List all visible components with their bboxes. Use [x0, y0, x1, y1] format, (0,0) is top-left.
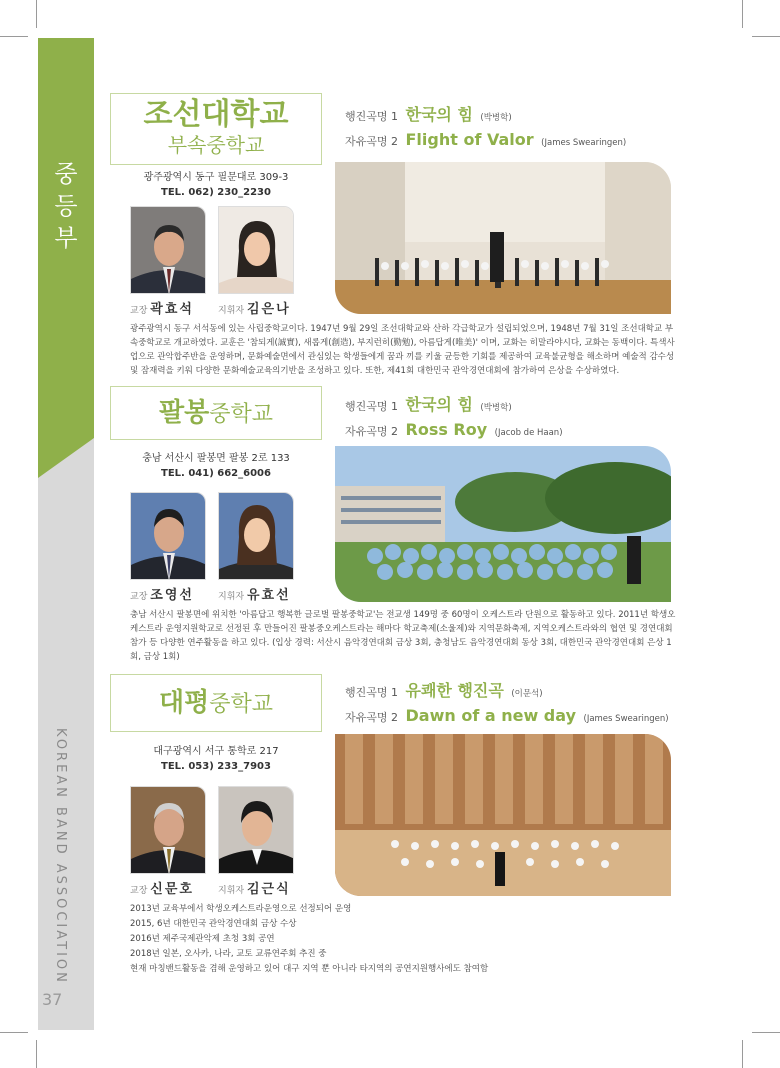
free-song-composer: (Jacob de Haan): [494, 428, 563, 438]
march-song-label: 행진곡명 1: [345, 400, 398, 413]
principal-photo: [130, 206, 206, 294]
principal-name: 곽효석: [150, 302, 194, 317]
conductor-label: 지휘자: [218, 886, 245, 896]
page-number: 37: [42, 990, 63, 1009]
description-line: 2016년 제주국제관악제 초청 3회 공연: [130, 934, 275, 944]
conductor-label: 지휘자: [218, 592, 245, 602]
band-photo: [335, 734, 671, 896]
band-photo: [335, 446, 671, 602]
school-address-block: [110, 170, 322, 200]
song-list: [345, 394, 563, 444]
conductor-name: 유효선: [246, 588, 291, 603]
school-tel: TEL. 041) 662_6006: [161, 468, 271, 479]
school-address: 광주광역시 동구 필문대로 309-3: [143, 172, 289, 183]
description-line: 2015, 6년 대한민국 관악경연대회 금상 수상: [130, 919, 297, 929]
free-song-title: Ross Roy: [405, 420, 488, 439]
school-name: 조선대학교: [143, 97, 289, 132]
march-song-title: 유쾌한 행진곡: [405, 681, 504, 700]
school-address: 대구광역시 서구 통학로 217: [153, 746, 279, 757]
crop-mark: [0, 1032, 28, 1033]
crop-mark: [752, 1032, 780, 1033]
description-line: 2018년 일본, 오사카, 나라, 교토 교류연주회 추진 중: [130, 949, 327, 959]
crop-mark: [36, 0, 37, 28]
march-song-title: 한국의 힘: [405, 395, 473, 414]
crop-mark: [742, 0, 743, 28]
march-song-composer: (박병학): [480, 113, 512, 123]
crop-mark: [742, 1040, 743, 1068]
song-list: [345, 680, 669, 730]
description-line: 2013년 교육부에서 학생오케스트라운영으로 선정되어 운영: [130, 904, 352, 914]
section-label: [38, 158, 94, 254]
school-name-sub: 부속중학교: [167, 133, 265, 157]
free-song-row: [345, 129, 626, 154]
march-song-row: [345, 394, 563, 419]
free-song-row: [345, 419, 563, 444]
principal-name: 신문호: [150, 882, 194, 897]
principal-label: 교장: [130, 306, 148, 316]
principal-caption: [130, 878, 194, 897]
school-name: 대평: [159, 688, 210, 718]
conductor-name: 김근식: [246, 882, 291, 897]
free-song-row: [345, 705, 669, 730]
free-song-composer: (James Swearingen): [541, 138, 627, 148]
principal-label: 교장: [130, 592, 148, 602]
school-section: [100, 90, 680, 390]
conductor-name: 김은나: [246, 302, 291, 317]
principal-photo: [130, 492, 206, 580]
school-name-box: [110, 93, 322, 165]
march-song-composer: (박병학): [480, 403, 512, 413]
crop-mark: [752, 36, 780, 37]
conductor-photo: [218, 786, 294, 874]
school-name: 팔봉: [159, 398, 210, 428]
principal-label: 교장: [130, 886, 148, 896]
school-name-sub: 중학교: [209, 692, 273, 717]
conductor-caption: [218, 298, 291, 317]
school-section: [100, 672, 680, 982]
march-song-label: 행진곡명 1: [345, 110, 398, 123]
school-tel: TEL. 062) 230_2230: [161, 187, 271, 198]
school-address-block: [110, 451, 322, 481]
march-song-title: 한국의 힘: [405, 105, 473, 124]
conductor-caption: [218, 878, 291, 897]
song-list: [345, 104, 626, 154]
free-song-label: 자유곡명 2: [345, 711, 398, 724]
school-section: [100, 386, 680, 676]
conductor-photo: [218, 492, 294, 580]
conductor-label: 지휘자: [218, 306, 245, 316]
free-song-label: 자유곡명 2: [345, 425, 398, 438]
band-photo: [335, 162, 671, 314]
crop-mark: [0, 36, 28, 37]
school-name-sub: 중학교: [209, 402, 273, 427]
principal-name: 조영선: [150, 588, 194, 603]
free-song-composer: (James Swearingen): [583, 714, 669, 724]
school-address: 충남 서산시 팔봉면 팔봉 2로 133: [142, 453, 290, 464]
principal-caption: [130, 584, 194, 603]
march-song-label: 행진곡명 1: [345, 686, 398, 699]
school-description: 광주광역시 동구 서석동에 있는 사립중학교이다. 1947년 9월 29일 조선대학교와 산하 각급학교가 설립되었으며, 1948년 7월 31일 조선대학교 부속중학교로 개교하였다. 교훈은 '참되게(誠實), 새롭게(創造), 부지런히(勤勉), 아름답게(唯美)' 이며, 교화는 히말라야시다, 교화는 동백이다. 특색사업으로 관악합주반을 운영하며, 문화예술면에서 관심있는 학생들에게 꿈과 끼를 키울 균등한 기회를 제공하여 교육불균형을 해소하며 예술적 감수성 및 잠재력을 키워 다양한 문화예술교육의기반을 조성하고 있다. 또한, 제41회 대한민국 관악경연대회에 참가하여 은상을 수상하였다.: [130, 324, 675, 376]
march-song-row: [345, 680, 669, 705]
conductor-photo: [218, 206, 294, 294]
school-name-box: [110, 386, 322, 440]
sidebar-green-tip: [38, 438, 94, 478]
march-song-composer: (이문석): [511, 689, 543, 699]
school-address-block: [110, 744, 322, 774]
school-tel: TEL. 053) 233_7903: [161, 761, 271, 772]
march-song-row: [345, 104, 626, 129]
principal-caption: [130, 298, 194, 317]
crop-mark: [36, 1040, 37, 1068]
conductor-caption: [218, 584, 291, 603]
school-description: 충남 서산시 팔봉면에 위치한 '아름답고 행복한 글로벌 팔봉중학교'는 전교생 149명 중 60명이 오케스트라 단원으로 활동하고 있다. 2011년 학생오케스트라 운영지원학교로 선정된 후 만들어진 팔봉중오케스트라는 해마다 학교축제(소울제)와 지역문화축제, 지역오케스트라와의 협연 및 경연대회 참가 등 다양한 연주활동을 하고 있다. (입상 경력: 서산시 음악경연대회 금상 3회, 충청남도 음악경연대회 동상 3회, 대한민국 관악경연대회 은상 1회, 금상 1회): [130, 610, 676, 662]
association-name: KOREAN BAND ASSOCIATION: [53, 728, 68, 985]
free-song-title: Dawn of a new day: [405, 706, 576, 725]
school-description: [130, 902, 680, 977]
free-song-label: 자유곡명 2: [345, 135, 398, 148]
sidebar: [38, 38, 94, 1030]
section-label-text: 중등부: [54, 160, 78, 252]
school-name-box: [110, 674, 322, 732]
principal-photo: [130, 786, 206, 874]
free-song-title: Flight of Valor: [405, 130, 534, 149]
description-line: 현재 마칭밴드활동을 겸해 운영하고 있어 대구 지역 뿐 아니라 타지역의 공연지원행사에도 참여함: [130, 964, 489, 974]
